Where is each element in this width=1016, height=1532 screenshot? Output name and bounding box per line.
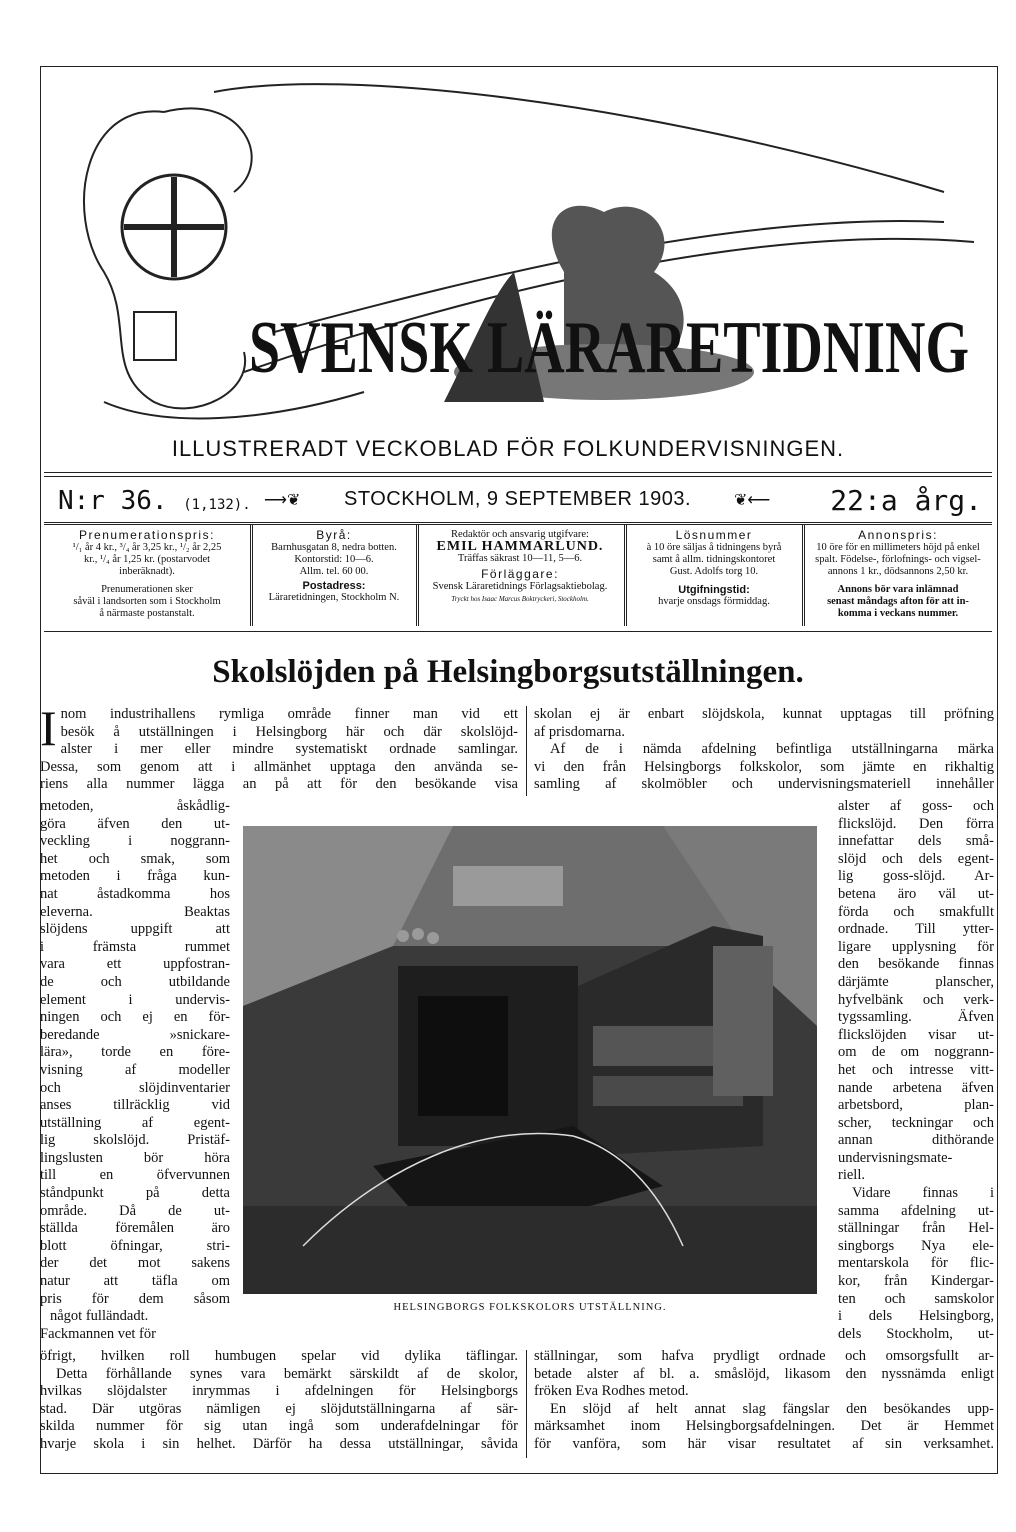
article-left-bottom: öfrigt, hvilken roll humbugen spelar vid dylika täflingar. Detta förhållande synes vara bemärkt särskildt af de skolor, hvilkas slöjdalster inrymmas i afdelningen för Helsingborgs stad. Där utgöras nämligen ej slöjdutställningarna af sär- skilda nummer för sig utan ingå som underafdelningar för hvarje skola i sin helhet. Därför ha dessa utställningar, såvida: [40, 1348, 518, 1452]
place-date: STOCKHOLM, 9 SEPTEMBER 1903.: [344, 488, 692, 510]
subtitle: ILLUSTRERADT VECKOBLAD FÖR FOLKUNDERVISNINGEN.: [171, 436, 845, 461]
column-divider: [250, 524, 253, 626]
column-divider: [416, 524, 419, 626]
article-right-top: skolan ej är enbart slöjdskola, kunnat upptagas till pröfning af prisdomarna. Af de i nämda afdelning befintliga utställningarna märka vi den från Helsingborgs folkskolor, som jämte en rikhaltig samling af skolmöbler och undervisningsmateriell innehåller: [534, 706, 994, 793]
office-info: Byrå: Barnhusgatan 8, nedra botten. Kontorstid: 10—6. Allm. tel. 60 00. Postadress: Läraretidningen, Stockholm N.: [268, 529, 400, 603]
masthead-illustration: [44, 72, 992, 428]
single-issue-info: Lösnummer à 10 öre säljas å tidningens byrå samt å allm. tidningskontoret Gust. Adolfs torg 10. Utgifningstid: hvarje onsdags förmiddag.: [646, 529, 782, 607]
divider: [44, 476, 992, 477]
svg-text:SVENSK LÄRARETIDNING: SVENSK LÄRARETIDNING: [249, 307, 969, 389]
subscription-info: Prenumerationspris: ¹/₁ år 4 kr., ³/₄ år 3,25 kr., ¹/₂ år 2,25 kr., ¹/₄ år 1,25 kr. (postarvodet inberäknadt). Prenumerationen sker såväl i landsorten som i Stockholm å närmaste postanstalt.: [72, 529, 222, 619]
photo-caption: HELSINGBORGS FOLKSKOLORS UTSTÄLLNING.: [393, 1302, 667, 1313]
ornament-icon: ❦⟵: [734, 492, 771, 509]
article-headline: Skolslöjden på Helsingborgsutställningen.: [212, 654, 804, 690]
column-divider: [802, 524, 805, 626]
column-divider: [624, 524, 627, 626]
article-left-narrow: metoden, åskådlig- göra äfven den ut- veckling i noggrann- het och smak, som metoden i fråga kun- nat åstadkomma hos eleverna. Beaktas slöjdens uppgift att i främsta rummet vara ett uppfostran- de och utbildande element i undervis- ningen och ej en för- beredande »snickare- lära», torde en före- visning af modeller och slöjdinventarier anses tillräcklig vid utställning af egent- lig skolslöjd. Pristäf- lingslusten bör höra till en öfvervunnen ståndpunkt på detta område. Då de ut- ställda föremålen äro blott öfningar, stri- der det mot sakens natur att täfla om pris för dem såsom något fulländadt. Fackmannen vet för: [40, 798, 230, 1342]
volume: 22:a årg.: [830, 484, 982, 517]
info-box: [44, 522, 992, 632]
article-right-narrow: alster af goss- och flickslöjd. Den förra innefattar dels små- slöjd och dels egent- lig goss-slöjd. Ar- betena äro väl ut- förda och smakfullt ordnade. Till ytter- ligare upplysning för den besökande finnas därjämte planscher, hyfvelbänk och verk- tygssamling. Äfven flickslöjden visar ut- om de om noggrann- het och intresse vitt- nande arbetena äfven arbetsbord, plan- scher, teckningar och annan dithörande undervisningsmate- riell. Vidare finnas i samma afdelning ut- ställningar från Hel- singborgs Nya ele- mentarskola för flic- kor, från Kindergar- ten och samskolor i dels Helsingborg, dels Stockholm, ut-: [838, 798, 994, 1342]
divider: [44, 472, 992, 473]
column-rule: [526, 706, 527, 796]
ornament-icon: ⟶❦: [264, 492, 301, 509]
article-left-top: I nom industrihallens rymliga område finner man vid ett besök å utställningen i Helsingborg här och där skolslöjd- alster i mer eller mindre systematiskt ordnade samlingar. Dessa, som genom att i allmänhet upptaga den använda se- riens alla nummer lägga an på att för den besökande visa: [40, 700, 518, 793]
drop-cap: I: [40, 700, 57, 756]
article-right-bottom: ställningar, som hafva prydligt ordnade och omsorgsfullt ar- betade alster af bl. a. småslöjd, likasom den nyssnämda enligt fröken Eva Rodhes metod. En slöjd af helt annat slag fängslar den besökandes upp- märksamhet inom Helsingborgsafdelningen. Det är Hemmet för vanföra, som här visar resultatet af sin verksamhet.: [534, 1348, 994, 1452]
exhibition-photo: [243, 826, 817, 1294]
masthead-title: [249, 307, 969, 389]
ad-price-info: Annonspris: 10 öre för en millimeters höjd på enkel spalt. Födelse-, förlofnings- och vigsel- annons 1 kr., dödsannons 2,50 kr. Annons bör vara inlämnad senast måndags afton för att in- komma i veckans nummer.: [815, 529, 981, 619]
dateline: [44, 484, 992, 518]
column-rule: [526, 1350, 527, 1458]
issue-number: N:r 36. (1,132).: [58, 486, 251, 516]
editor-info: Redaktör och ansvarig utgifvare: EMIL HAMMARLUND. Träffas säkrast 10—11, 5—6. Förläggare: Svensk Läraretidnings Förlagsaktiebolag. Tryckt hos Isaac Marcus Boktryckeri, Stockholm.: [432, 529, 608, 603]
